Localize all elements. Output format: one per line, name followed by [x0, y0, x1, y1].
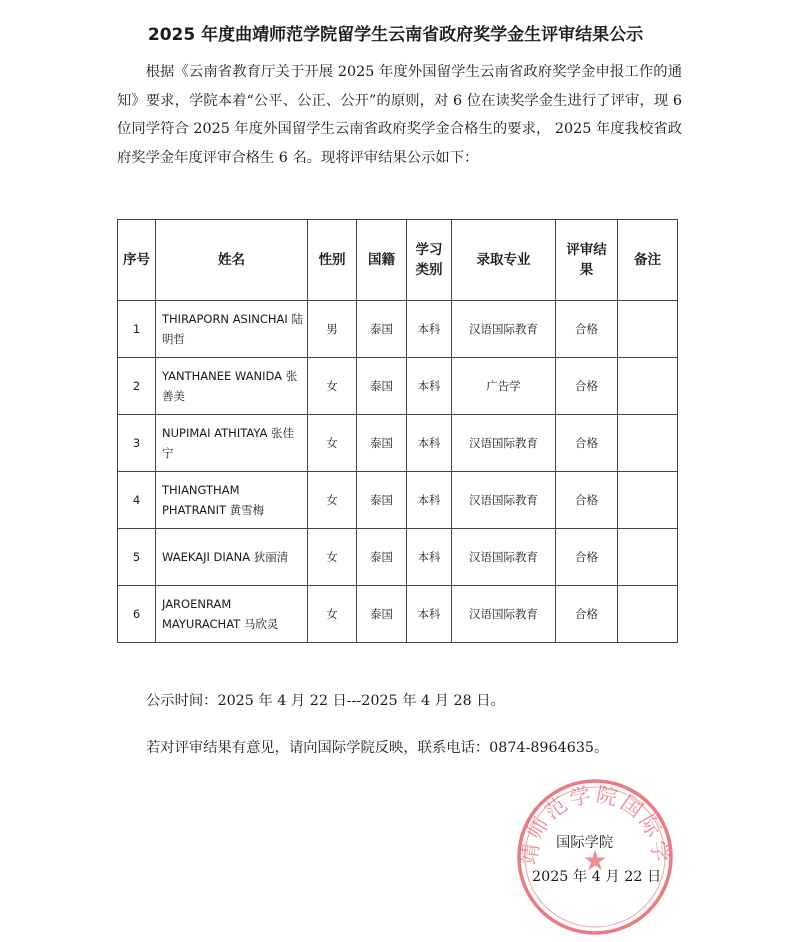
cell-no: 5 [118, 529, 156, 586]
table-header-row [118, 220, 678, 301]
cell-major: 汉语国际教育 [452, 301, 556, 358]
cell-note [618, 529, 678, 586]
cell-major: 汉语国际教育 [452, 586, 556, 643]
cell-major: 汉语国际教育 [452, 415, 556, 472]
cell-sex: 女 [308, 472, 357, 529]
cell-result: 合格 [556, 529, 618, 586]
sign-date: 2025 年 4 月 22 日 [532, 869, 662, 885]
table-row [118, 415, 678, 472]
seal-graphic [514, 776, 676, 938]
document-title: 2025 年度曲靖师范学院留学生云南省政府奖学金生评审结果公示 [147, 25, 644, 45]
header-result: 评审结果 [556, 220, 618, 301]
cell-result: 合格 [556, 472, 618, 529]
signer-name: 国际学院 [556, 835, 614, 851]
contact-info: 若对评审结果有意见，请向国际学院反映，联系电话：0874-8964635。 [146, 740, 609, 756]
cell-major: 广告学 [452, 358, 556, 415]
cell-name: NUPIMAI ATHITAYA 张佳宁 [156, 415, 308, 472]
cell-result: 合格 [556, 301, 618, 358]
cell-nationality: 泰国 [357, 358, 407, 415]
cell-study-type: 本科 [407, 586, 452, 643]
table-row [118, 586, 678, 643]
cell-result: 合格 [556, 586, 618, 643]
cell-note [618, 358, 678, 415]
header-no: 序号 [118, 220, 156, 301]
header-note: 备注 [618, 220, 678, 301]
seal-star: ★ [582, 844, 608, 877]
cell-no: 3 [118, 415, 156, 472]
cell-sex: 女 [308, 529, 357, 586]
cell-note [618, 472, 678, 529]
results-table [117, 219, 678, 643]
cell-study-type: 本科 [407, 472, 452, 529]
cell-study-type: 本科 [407, 529, 452, 586]
cell-major: 汉语国际教育 [452, 529, 556, 586]
cell-no: 2 [118, 358, 156, 415]
cell-name: THIANGTHAM PHATRANIT 黄雪梅 [156, 472, 308, 529]
cell-sex: 女 [308, 358, 357, 415]
cell-name: WAEKAJI DIANA 狄丽清 [156, 529, 308, 586]
table-row [118, 529, 678, 586]
cell-study-type: 本科 [407, 358, 452, 415]
header-name: 姓名 [156, 220, 308, 301]
cell-major: 汉语国际教育 [452, 472, 556, 529]
cell-sex: 男 [308, 301, 357, 358]
cell-note [618, 301, 678, 358]
cell-nationality: 泰国 [357, 472, 407, 529]
cell-name: JAROENRAM MAYURACHAT 马欣灵 [156, 586, 308, 643]
cell-name: THIRAPORN ASINCHAI 陆明哲 [156, 301, 308, 358]
cell-no: 6 [118, 586, 156, 643]
cell-sex: 女 [308, 586, 357, 643]
header-nationality: 国籍 [357, 220, 407, 301]
header-study-type: 学习类别 [407, 220, 452, 301]
table-row [118, 301, 678, 358]
cell-no: 4 [118, 472, 156, 529]
header-sex: 性别 [308, 220, 357, 301]
cell-nationality: 泰国 [357, 529, 407, 586]
intro-text: 根据《云南省教育厅关于开展 2025 年度外国留学生云南省政府奖学金申报工作的通知》要求，学院本着“公平、公正、公开”的原则，对 6 位在读奖学金生进行了评审，现 6 位同学符合 2025 年度外国留学生云南省政府奖学金合格生的要求， 2025 年度我校省政府奖学金年度评审合格生 6 名。现将评审结果公示如下： [117, 64, 682, 166]
cell-no: 1 [118, 301, 156, 358]
cell-study-type: 本科 [407, 415, 452, 472]
table-row [118, 358, 678, 415]
announcement-period: 公示时间：2025 年 4 月 22 日---2025 年 4 月 28 日。 [146, 693, 505, 709]
cell-nationality: 泰国 [357, 301, 407, 358]
table-row [118, 472, 678, 529]
cell-note [618, 415, 678, 472]
cell-result: 合格 [556, 358, 618, 415]
cell-note [618, 586, 678, 643]
cell-name: YANTHANEE WANIDA 张善美 [156, 358, 308, 415]
cell-nationality: 泰国 [357, 586, 407, 643]
official-seal [514, 776, 676, 938]
cell-study-type: 本科 [407, 301, 452, 358]
cell-result: 合格 [556, 415, 618, 472]
cell-nationality: 泰国 [357, 415, 407, 472]
header-major: 录取专业 [452, 220, 556, 301]
seal-text: 靖师范学院国际学 [517, 782, 673, 866]
intro-paragraph [117, 58, 682, 172]
cell-sex: 女 [308, 415, 357, 472]
